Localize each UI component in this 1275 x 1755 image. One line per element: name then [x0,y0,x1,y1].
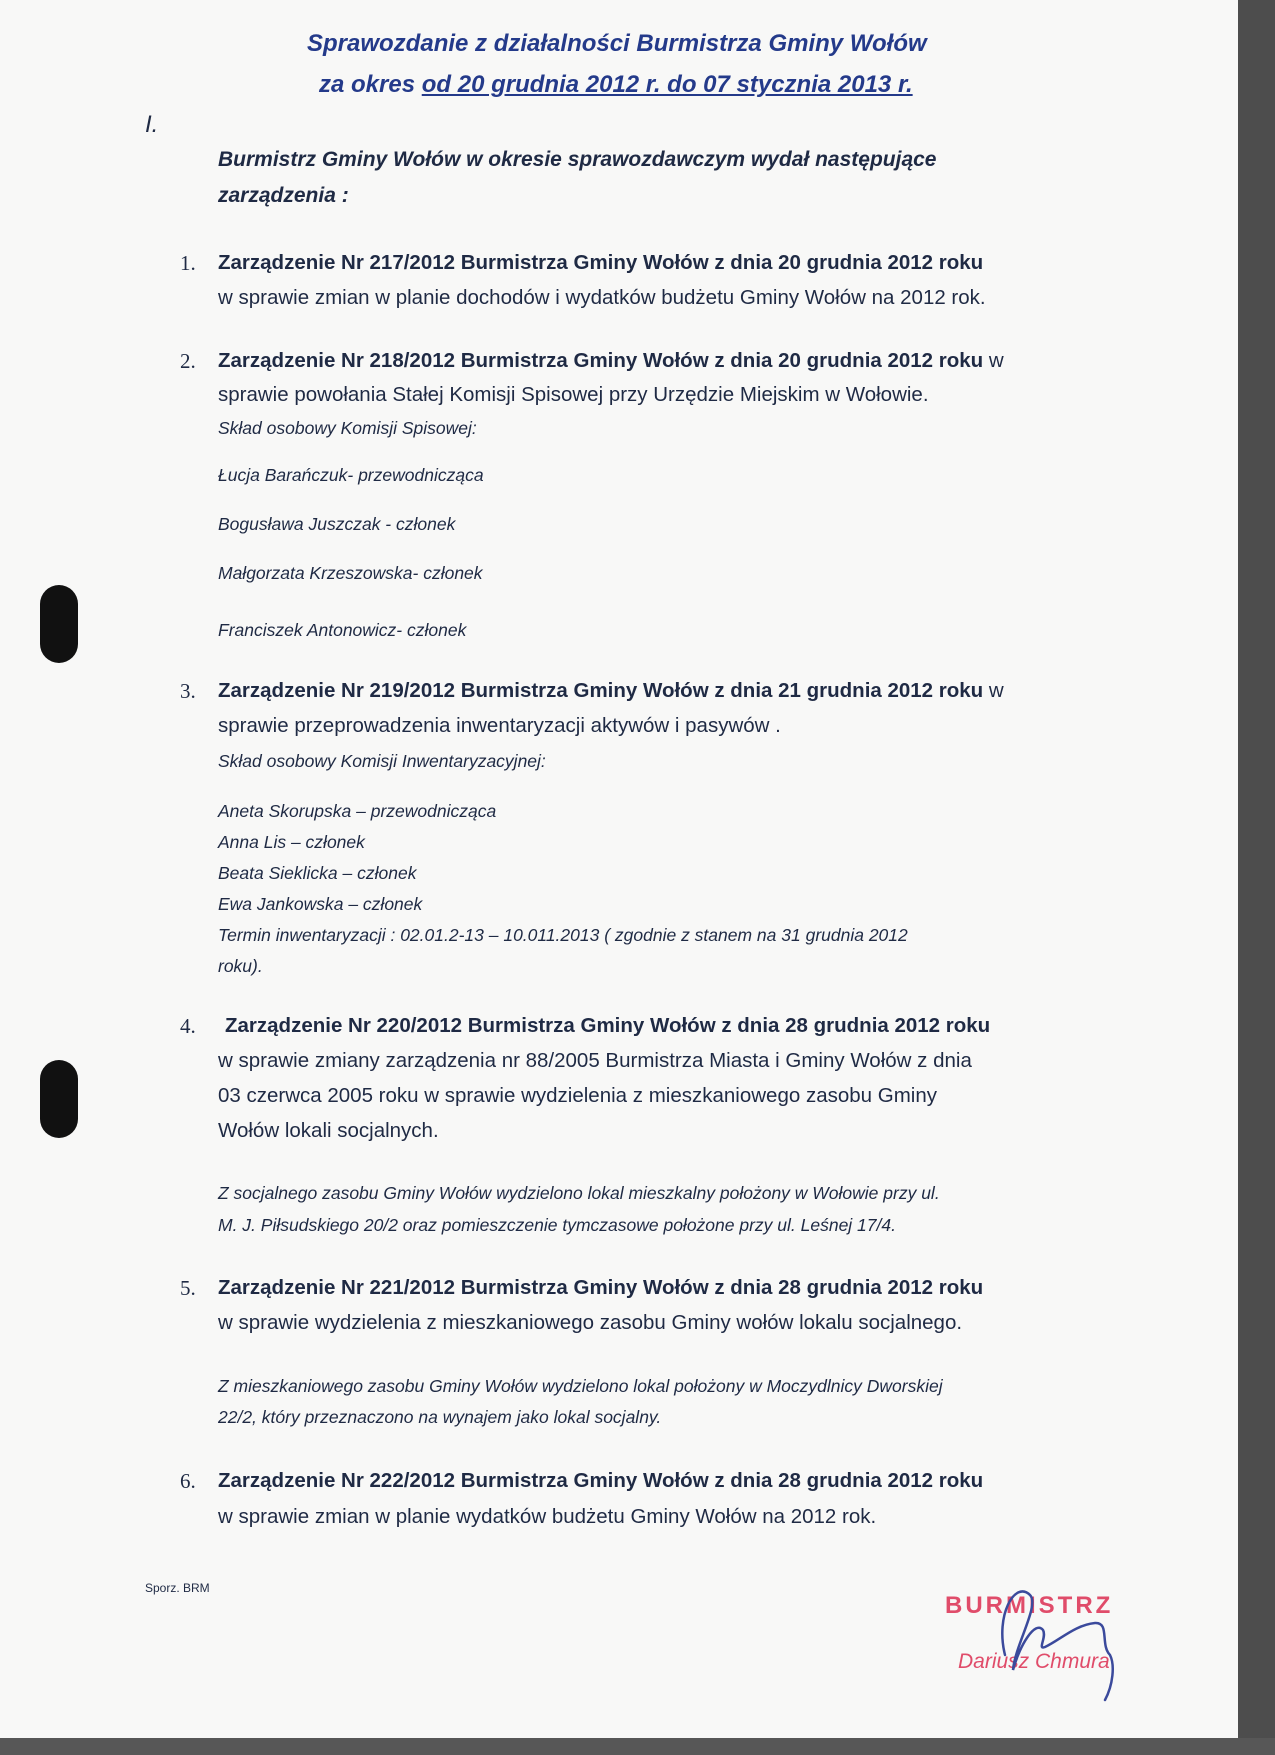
item-note-line: Z mieszkaniowego zasobu Gminy Wołów wydzielono lokal położony w Moczydlnicy Dworskiej [218,1376,943,1396]
item-heading: Zarządzenie Nr 220/2012 Burmistrza Gminy Wołów z dnia 28 grudnia 2012 roku [225,1014,991,1037]
committee-member: Ewa Jankowska – członek [218,894,423,914]
item-text: sprawie przeprowadzenia inwentaryzacji aktywów i pasywów . [218,714,781,737]
inventory-term: Termin inwentaryzacji : 02.01.2-13 – 10.011.2013 ( zgodnie z stanem na 31 grudnia 2012 [218,925,908,945]
punch-hole-mark [40,1060,78,1138]
item-heading: Zarządzenie Nr 222/2012 Burmistrza Gminy Wołów z dnia 28 grudnia 2012 roku [218,1469,984,1492]
handwritten-signature [985,1575,1145,1705]
item-heading: Zarządzenie Nr 217/2012 Burmistrza Gminy Wołów z dnia 20 grudnia 2012 roku [218,251,984,274]
committee-member: Anna Lis – członek [218,832,365,852]
item-note-line: 22/2, który przeznaczono na wynajem jako lokal socjalny. [218,1407,662,1427]
footer-code: Sporz. BRM [145,1581,210,1595]
item-text: w sprawie zmian w planie dochodów i wydatków budżetu Gminy Wołów na 2012 rok. [218,286,986,309]
item-number: 6. [180,1469,196,1493]
punch-hole-mark [40,585,78,663]
committee-member: Beata Sieklicka – członek [218,863,417,883]
committee-member: Franciszek Antonowicz- członek [218,620,467,640]
intro-line2: zarządzenia : [218,184,349,207]
section-number: I. [145,111,159,138]
committee-member: Małgorzata Krzeszowska- członek [218,563,483,583]
committee-label: Skład osobowy Komisji Spisowej: [218,418,477,438]
stamp-name: Dariusz Chmura [958,1650,1110,1673]
item-text: w sprawie zmian w planie wydatków budżetu Gminy Wołów na 2012 rok. [218,1505,877,1528]
scan-edge-bottom [0,1738,1275,1755]
item-number: 4. [180,1014,196,1038]
item-number: 5. [180,1276,196,1300]
item-number: 2. [180,349,196,373]
item-text-line: 03 czerwca 2005 roku w sprawie wydzielenia z mieszkaniowego zasobu Gminy [218,1084,937,1107]
scan-edge-right [1238,0,1275,1755]
report-title-line1: Sprawozdanie z działalności Burmistrza Gminy Wołów [307,30,927,57]
stamp-title: BURMISTRZ [945,1592,1114,1619]
committee-label: Skład osobowy Komisji Inwentaryzacyjnej: [218,751,546,771]
item-number: 1. [180,251,196,275]
committee-member: Aneta Skorupska – przewodnicząca [218,801,497,821]
item-text: w sprawie wydzielenia z mieszkaniowego zasobu Gminy wołów lokalu socjalnego. [218,1311,963,1334]
item-text-line: w sprawie zmiany zarządzenia nr 88/2005 Burmistrza Miasta i Gminy Wołów z dnia [218,1049,972,1072]
item-heading: Zarządzenie Nr 218/2012 Burmistrza Gminy Wołów z dnia 20 grudnia 2012 roku w [218,349,1004,372]
item-note-line: Z socjalnego zasobu Gminy Wołów wydzielono lokal mieszkalny położony w Wołowie przy ul. [218,1183,940,1203]
committee-member: Bogusława Juszczak - członek [218,514,456,534]
report-title-line2: za okres od 20 grudnia 2012 r. do 07 stycznia 2013 r. [319,71,913,98]
item-text: sprawie powołania Stałej Komisji Spisowej przy Urzędzie Miejskim w Wołowie. [218,383,929,406]
inventory-term-cont: roku). [218,956,263,976]
committee-member: Łucja Barańczuk- przewodnicząca [218,465,484,485]
item-heading: Zarządzenie Nr 219/2012 Burmistrza Gminy Wołów z dnia 21 grudnia 2012 roku w [218,679,1004,702]
item-number: 3. [180,679,196,703]
item-text-line: Wołów lokali socjalnych. [218,1119,439,1142]
intro-line1: Burmistrz Gminy Wołów w okresie sprawozdawczym wydał następujące [218,148,937,171]
item-heading: Zarządzenie Nr 221/2012 Burmistrza Gminy Wołów z dnia 28 grudnia 2012 roku [218,1276,984,1299]
item-note-line: M. J. Piłsudskiego 20/2 oraz pomieszczenie tymczasowe położone przy ul. Leśnej 17/4. [218,1215,896,1235]
